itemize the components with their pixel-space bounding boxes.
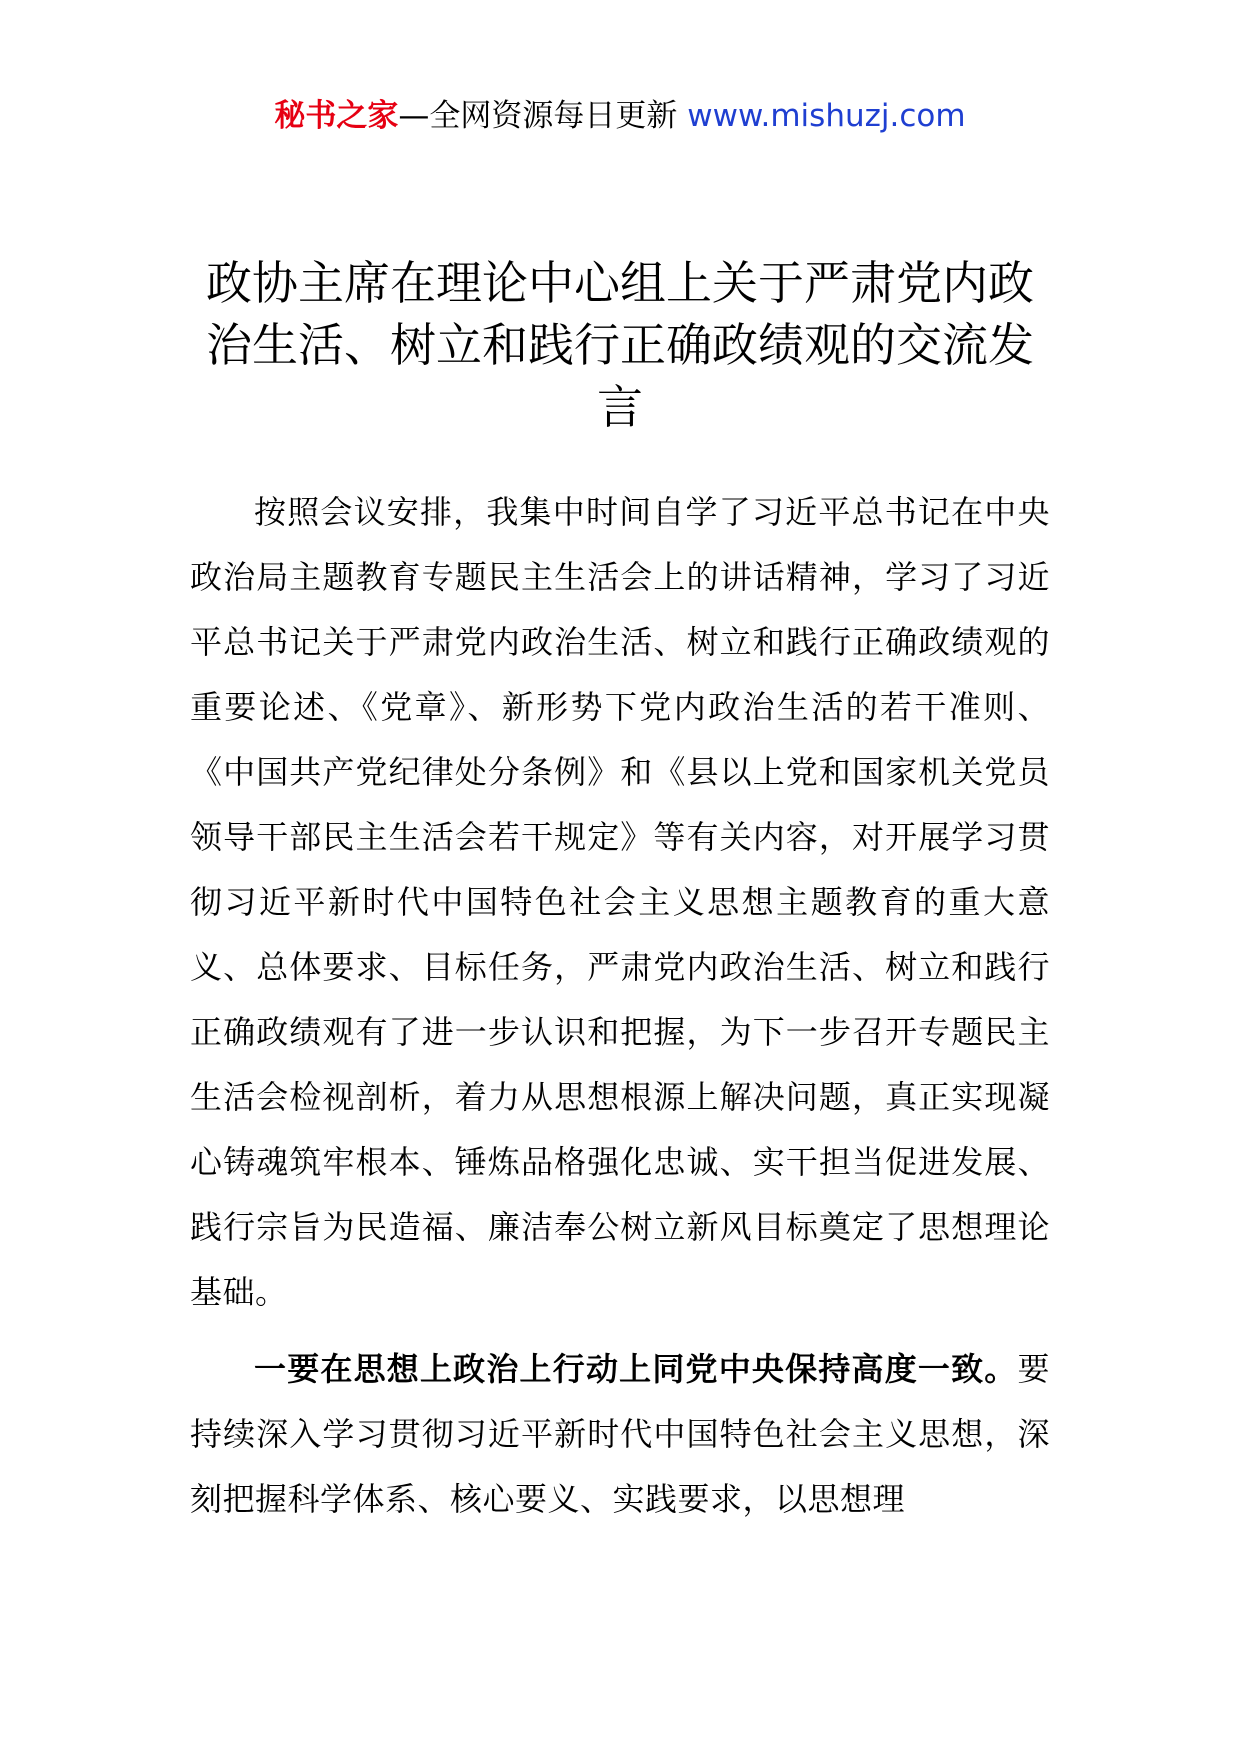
paragraph-point-one-lead: 一要在思想上政治上行动上同党中央保持高度一致。 <box>254 1350 1018 1388</box>
paragraph-point-one-text: 要持续深入学习贯彻习近平新时代中国特色社会主义思想，深刻把握科学体系、核心要义、实践要求，以思想理 <box>190 1350 1050 1518</box>
paragraph-intro <box>190 480 1050 1325</box>
site-slogan: —全网资源每日更新 <box>398 98 678 134</box>
paragraph-point-one <box>190 1337 1050 1532</box>
site-header <box>0 96 1240 136</box>
document-body <box>190 480 1050 1532</box>
document-title: 政协主席在理论中心组上关于严肃党内政治生活、树立和践行正确政绩观的交流发言 <box>206 256 1034 434</box>
paragraph-intro-text: 按照会议安排，我集中时间自学了习近平总书记在中央政治局主题教育专题民主生活会上的讲话精神，学习了习近平总书记关于严肃党内政治生活、树立和践行正确政绩观的重要论述、《党章》、新形势下党内政治生活的若干准则、《中国共产党纪律处分条例》和《县以上党和国家机关党员领导干部民主生活会若干规定》等有关内容，对开展学习贯彻习近平新时代中国特色社会主义思想主题教育的重大意义、总体要求、目标任务，严肃党内政治生活、树立和践行正确政绩观有了进一步认识和把握，为下一步召开专题民主生活会检视剖析，着力从思想根源上解决问题，真正实现凝心铸魂筑牢根本、锤炼品格强化忠诚、实干担当促进发展、践行宗旨为民造福、廉洁奉公树立新风目标奠定了思想理论基础。 <box>190 493 1050 1311</box>
brand-name: 秘书之家 <box>274 98 399 134</box>
site-url[interactable]: www.mishuzj.com <box>687 98 966 134</box>
